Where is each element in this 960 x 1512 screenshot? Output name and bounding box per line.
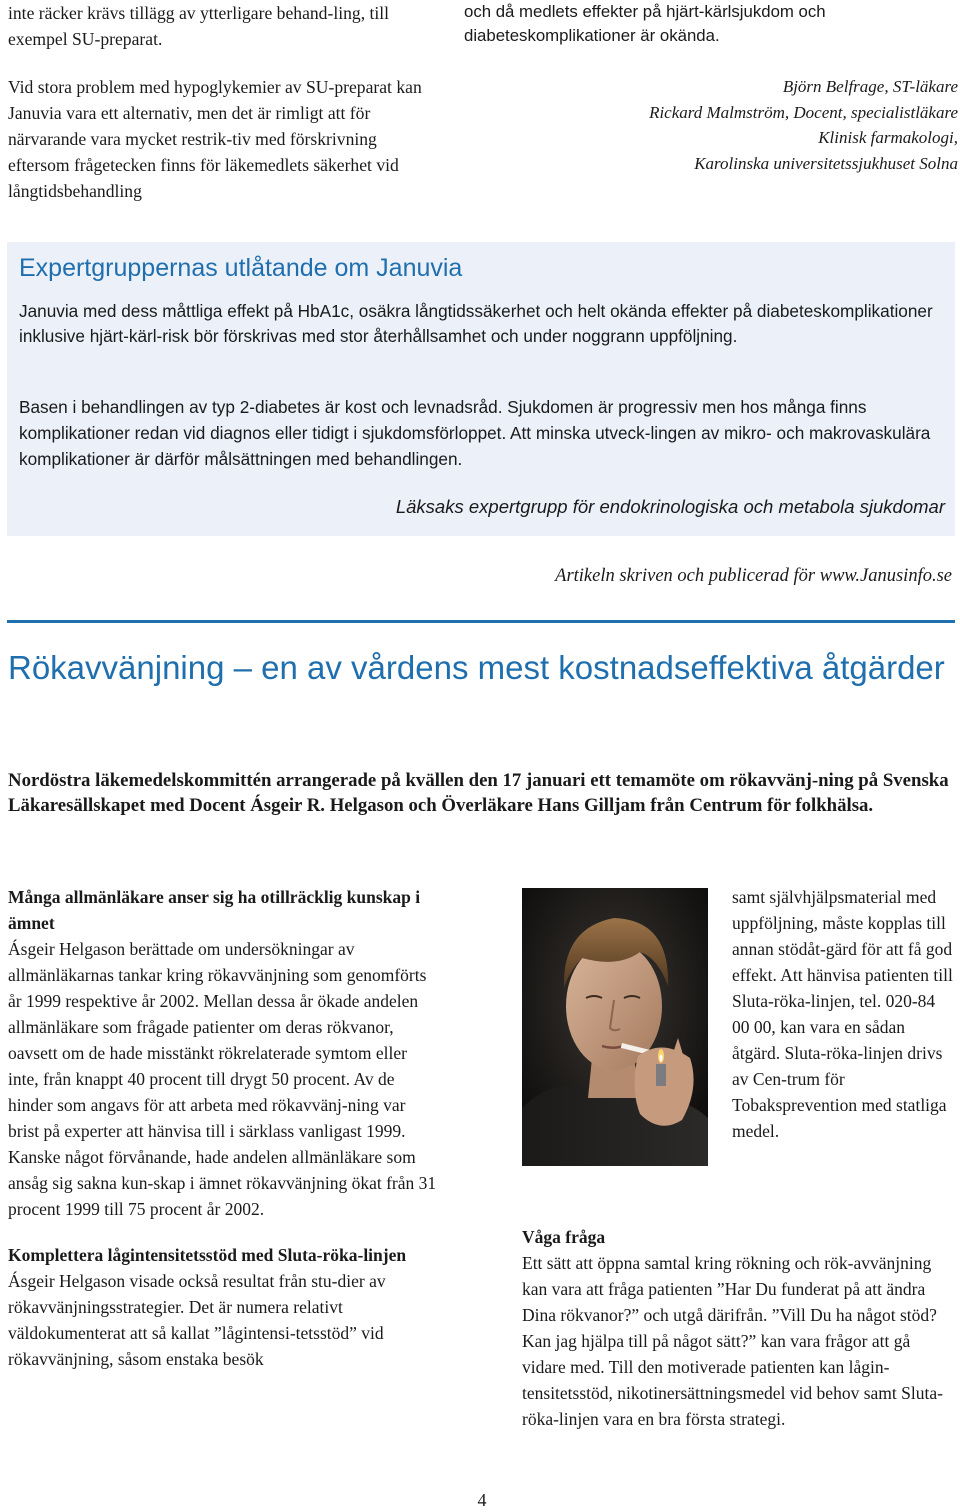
expert-signature: Läksaks expertgrupp för endokrinologiska och metabola sjukdomar [395,496,945,517]
continued-text-right [464,0,958,48]
photo-smoker [522,888,708,1166]
article-lead: Nordöstra läkemedelskommittén arrangerade på kvällen den 17 januari ett temamöte om rökavvänj-ning på Svenska Läkaresällskapet med Docent Ásgeir R. Helgason och Överläkare Hans Gilljam från Centrum för folkhälsa. [8,770,949,816]
continued-text-left [8,0,432,204]
paragraph: inte räcker krävs tillägg av ytterligare behand-ling, till exempel SU-preparat. [8,3,390,49]
subheading: Komplettera lågintensitetsstöd med Sluta-röka-linjen [8,1245,407,1265]
paragraph: Ásgeir Helgason berättade om undersökningar av allmänläkarnas tankar kring rökavvänjning som genomförts år 1999 respektive år 2002. Mellan dessa år ökade andelen allmänläkare som frågade patienter om deras rökvanor, oavsett om de hade misstänkt rökrelaterade symtom eller inte, från knappt 40 procent till drygt 50 procent. Av de hinder som angavs för att arbeta med rökavvänj-ning var brist på experter att hänvisa till i särklass vanligast 1999. Kanske något förvånande, hade andelen allmänläkare som ansåg sig sakna kun-skap i ämnet rökavvänjning ökat från 31 procent 1999 till 75 procent år 2002. [8,939,437,1219]
page-number: 4 [477,1490,487,1510]
paragraph: Ásgeir Helgason visade också resultat från stu-dier av rökavvänjningsstrategier. Det är numera relativt väldokumenterat att så kallat ”lågintensi-tetsstöd” vid rökavvänjning, såsom enstaka besök [8,1271,386,1369]
subheading: Våga fråga [522,1227,606,1247]
paragraph: samt självhjälpsmaterial med uppföljning, måste kopplas till annan stödåt-gärd för att få god effekt. Att hänvisa patienten till Sluta-röka-linjen, tel. 020-84 00 00, kan vara en sådan åtgärd. Sluta-röka-linjen drivs av Cen-trum för Tobaksprevention med statliga medel. [732,887,953,1141]
paragraph: och då medlets effekter på hjärt-kärlsjukdom och diabeteskomplikationer är okända. [464,2,826,45]
article-column-left [8,884,440,1372]
article-credit: Artikeln skriven och publicerad för www.Janusinfo.se [555,566,952,586]
signature-line: Rickard Malmström, Docent, specialistläkare [649,102,958,122]
signature-line: Karolinska universitetssjukhuset Solna [694,153,958,173]
section-divider [7,620,955,623]
article-column-right-top [732,884,956,1144]
expert-paragraph: Basen i behandlingen av typ 2-diabetes är kost och levnadsråd. Sjukdomen är progressiv men hos många finns komplikationer redan vid diagnos eller tidigt i sjukdomsförloppet. Att minska utveck-lingen av mikro- och makrovaskulära komplikationer är därför målsättningen med behandlingen. [19,397,931,469]
paragraph: Ett sätt att öppna samtal kring rökning och rök-avvänjning kan vara att fråga patienten ”Har Du funderat på att ändra Dina rökvanor?” och utgå därifrån. ”Vill Du ha något stöd? Kan jag hjälpa till på något sätt?” kan vara frågor att gå vidare med. Till den motiverade patienten kan lågin-tensitetsstöd, nikotinersättningsmedel vid behov samt Sluta-röka-linjen vara en bra första strategi. [522,1253,943,1429]
author-signature [464,74,958,176]
article-column-right-bottom [522,1224,956,1432]
paragraph: Vid stora problem med hypoglykemier av SU-preparat kan Januvia vara ett alternativ, men det är rimligt att för närvarande vara mycket restrik-tiv med förskrivning eftersom frågetecken finns för läkemedlets säkerhet vid långtidsbehandling [8,77,422,201]
expert-statement-box [7,242,955,536]
subheading: Många allmänläkare anser sig ha otillräcklig kunskap i ämnet [8,887,421,933]
expert-paragraph: Januvia med dess måttliga effekt på HbA1c, osäkra långtidssäkerhet och helt okända effekter på diabeteskomplikationer inklusive hjärt-kärl-risk bör förskrivas med stor återhållsamhet och under noggrann uppföljning. [19,301,933,346]
signature-line: Björn Belfrage, ST-läkare [782,77,958,96]
article-title: Rökavvänjning – en av vårdens mest kostnadseffektiva åtgärder [8,649,945,686]
expert-statement-title: Expertgruppernas utlåtande om Januvia [19,254,463,282]
signature-line: Klinisk farmakologi, [818,128,958,147]
